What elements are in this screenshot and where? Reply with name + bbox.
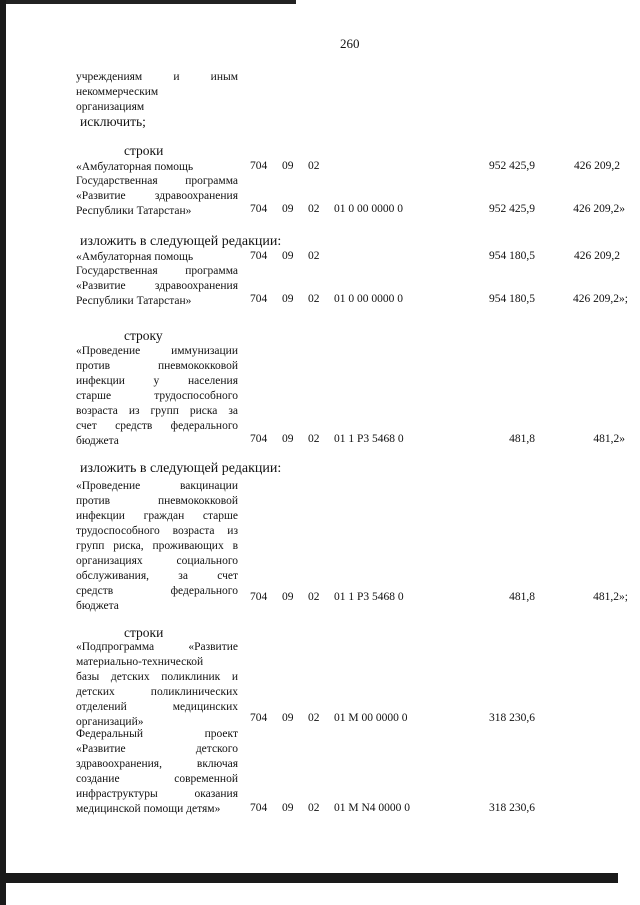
block1-row2-name: Государственная программа «Развитие здравоохранения Республики Татарстан» <box>76 175 238 217</box>
block2-row2-section: 09 <box>282 293 294 305</box>
block5-row2-admin: 704 <box>250 802 268 814</box>
block3-subsection: 02 <box>308 433 320 445</box>
block3-target: 01 1 Р3 5468 0 <box>334 433 404 445</box>
block4-sum2: 481,2»; <box>593 591 628 603</box>
block2-row2-name: Государственная программа «Развитие здравоохранения Республики Татарстан» <box>76 265 238 307</box>
intro-action: исключить; <box>80 114 146 129</box>
block1-row1-sum2: 426 209,2 <box>574 160 620 172</box>
intro-line: некоммерческим <box>76 86 159 98</box>
block1-row1-name: «Амбулаторная помощь <box>76 161 194 173</box>
block5-row2-section: 09 <box>282 802 294 814</box>
block3-section: 09 <box>282 433 294 445</box>
block3-name: «Проведение иммунизации против пневмококковой инфекции у населения старше трудоспособного возраста из групп риска за счет средств федерального бюджета <box>76 345 238 447</box>
block2-row2-subsection: 02 <box>308 293 320 305</box>
block4-heading: изложить в следующей редакции: <box>80 461 282 476</box>
intro-line: учреждениям и иным <box>76 71 238 83</box>
block2-row1-subsection: 02 <box>308 250 320 262</box>
intro-text <box>76 70 238 115</box>
block2-row2-sum2: 426 209,2»; <box>573 293 628 305</box>
block2-row2-admin: 704 <box>250 293 268 305</box>
block5-row2-sum1: 318 230,6 <box>489 802 535 814</box>
block4-sum1: 481,8 <box>509 591 535 603</box>
block3-sum1: 481,8 <box>509 433 535 445</box>
block1-row2-subsection: 02 <box>308 203 320 215</box>
block2-row1-sum2: 426 209,2 <box>574 250 620 262</box>
block5-row1-target: 01 М 00 0000 0 <box>334 712 408 724</box>
block2-row1-admin: 704 <box>250 250 268 262</box>
block2-row1-section: 09 <box>282 250 294 262</box>
block1-row2-section: 09 <box>282 203 294 215</box>
block4-name: «Проведение вакцинации против пневмококковой инфекции граждан старше трудоспособного возраста из групп риска, проживающих в организациях социального обслуживания, за счет средств федерального бюджета <box>76 480 238 612</box>
block4-subsection: 02 <box>308 591 320 603</box>
block1-row1-sum1: 952 425,9 <box>489 160 535 172</box>
block4-admin: 704 <box>250 591 268 603</box>
block1-heading: строки <box>124 143 164 158</box>
block3-heading: строку <box>124 328 163 343</box>
block1-row2-admin: 704 <box>250 203 268 215</box>
scan-edge-bottom <box>6 873 618 883</box>
block5-row1-name: «Подпрограмма «Развитие материально-технической базы детских поликлиник и детских поликлинических отделений медицинских организаций» <box>76 641 238 728</box>
block5-row2-target: 01 М N4 0000 0 <box>334 802 411 814</box>
scan-edge-left <box>0 0 6 905</box>
block1-row2-sum2: 426 209,2» <box>573 203 625 215</box>
block5-row1-admin: 704 <box>250 712 268 724</box>
block5-row2-subsection: 02 <box>308 802 320 814</box>
block3-admin: 704 <box>250 433 268 445</box>
block5-row1-sum1: 318 230,6 <box>489 712 535 724</box>
scan-edge-top <box>6 0 296 4</box>
block3-sum2: 481,2» <box>593 433 625 445</box>
intro-line: организациям <box>76 101 145 113</box>
block2-row2-sum1: 954 180,5 <box>489 293 535 305</box>
block4-target: 01 1 Р3 5468 0 <box>334 591 404 603</box>
block5-row2-name: Федеральный проект «Развитие детского здравоохранения, включая создание современной инфраструктуры оказания медицинской помощи детям» <box>76 728 238 815</box>
block1-row2-target: 01 0 00 0000 0 <box>334 203 403 215</box>
block1-row1-subsection: 02 <box>308 160 320 172</box>
block2-heading: изложить в следующей редакции: <box>80 234 282 249</box>
block4-section: 09 <box>282 591 294 603</box>
block2-row1-sum1: 954 180,5 <box>489 250 535 262</box>
block2-row1-name: «Амбулаторная помощь <box>76 251 194 263</box>
block5-heading: строки <box>124 625 164 640</box>
block1-row1-admin: 704 <box>250 160 268 172</box>
block5-row1-section: 09 <box>282 712 294 724</box>
block5-row1-subsection: 02 <box>308 712 320 724</box>
page-number: 260 <box>340 36 360 51</box>
block1-row1-section: 09 <box>282 160 294 172</box>
block1-row2-sum1: 952 425,9 <box>489 203 535 215</box>
block2-row2-target: 01 0 00 0000 0 <box>334 293 403 305</box>
